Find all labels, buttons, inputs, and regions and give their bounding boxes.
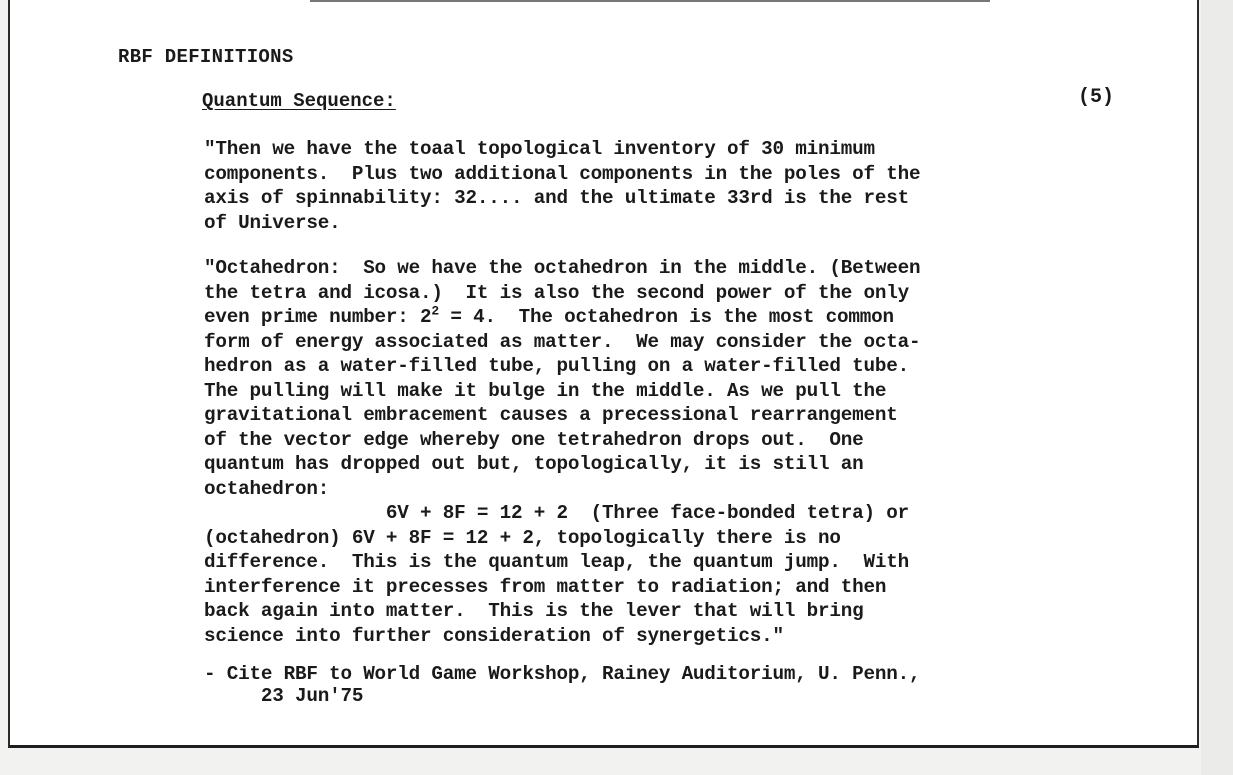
paragraph-1	[204, 137, 920, 235]
exponent: 2	[431, 303, 440, 319]
paragraph-2-line-with-exponent	[204, 305, 920, 330]
exponent-prefix: even prime number:	[204, 306, 421, 328]
paragraph-2-line: hedron as a water-filled tube, pulling on a water-filled tube.	[204, 355, 909, 377]
page-number: (5)	[1078, 86, 1115, 109]
paragraph-2-line: form of energy associated as matter. We may consider the octa-	[204, 330, 921, 353]
paragraph-2-line: octahedron:	[204, 477, 330, 500]
paragraph-2-line: quantum has dropped out but, topologically, it is still an	[204, 453, 864, 475]
paragraph-2-line: difference. This is the quantum leap, the quantum jump. With	[204, 551, 909, 573]
scan-margin	[1201, 0, 1233, 775]
paragraph-2-line: (octahedron) 6V + 8F = 12 + 2, topologically there is no	[204, 526, 841, 549]
section-title: Quantum Sequence:	[202, 90, 396, 112]
paragraph-2-line: the tetra and icosa.) It is also the second power of the only	[204, 281, 909, 304]
citation	[204, 663, 920, 707]
exponent-suffix: = 4. The octahedron is the most common	[439, 306, 894, 328]
paragraph-2-line: science into further consideration of synergetics."	[204, 624, 784, 647]
paragraph-2	[204, 256, 920, 648]
paragraph-2-line: of the vector edge whereby one tetrahedron drops out. One	[204, 428, 864, 451]
paragraph-2-line: The pulling will make it bulge in the middle. As we pull the	[204, 379, 887, 402]
document-header: RBF DEFINITIONS	[118, 46, 294, 68]
paragraph-1-line: axis of spinnability: 32.... and the ultimate 33rd is the rest	[204, 187, 909, 209]
paragraph-1-line: components. Plus two additional components in the poles of the	[204, 162, 921, 185]
paragraph-1-line: of Universe.	[204, 211, 341, 234]
paragraph-2-line: back again into matter. This is the lever that will bring	[204, 600, 864, 622]
exponent-base: 2	[420, 306, 432, 328]
paragraph-2-line: interference it precesses from matter to radiation; and then	[204, 575, 887, 598]
citation-line: - Cite RBF to World Game Workshop, Rainey Auditorium, U. Penn.,	[204, 663, 921, 685]
card-top-edge	[310, 0, 990, 2]
paragraph-1-line: "Then we have the toaal topological inventory of 30 minimum	[204, 138, 875, 160]
citation-date: 23 Jun'75	[204, 685, 364, 707]
paragraph-2-line: "Octahedron: So we have the octahedron in the middle. (Between	[204, 257, 921, 279]
formula-line: 6V + 8F = 12 + 2 (Three face-bonded tetra) or	[204, 502, 909, 524]
paragraph-2-line: gravitational embracement causes a precessional rearrangement	[204, 404, 898, 426]
